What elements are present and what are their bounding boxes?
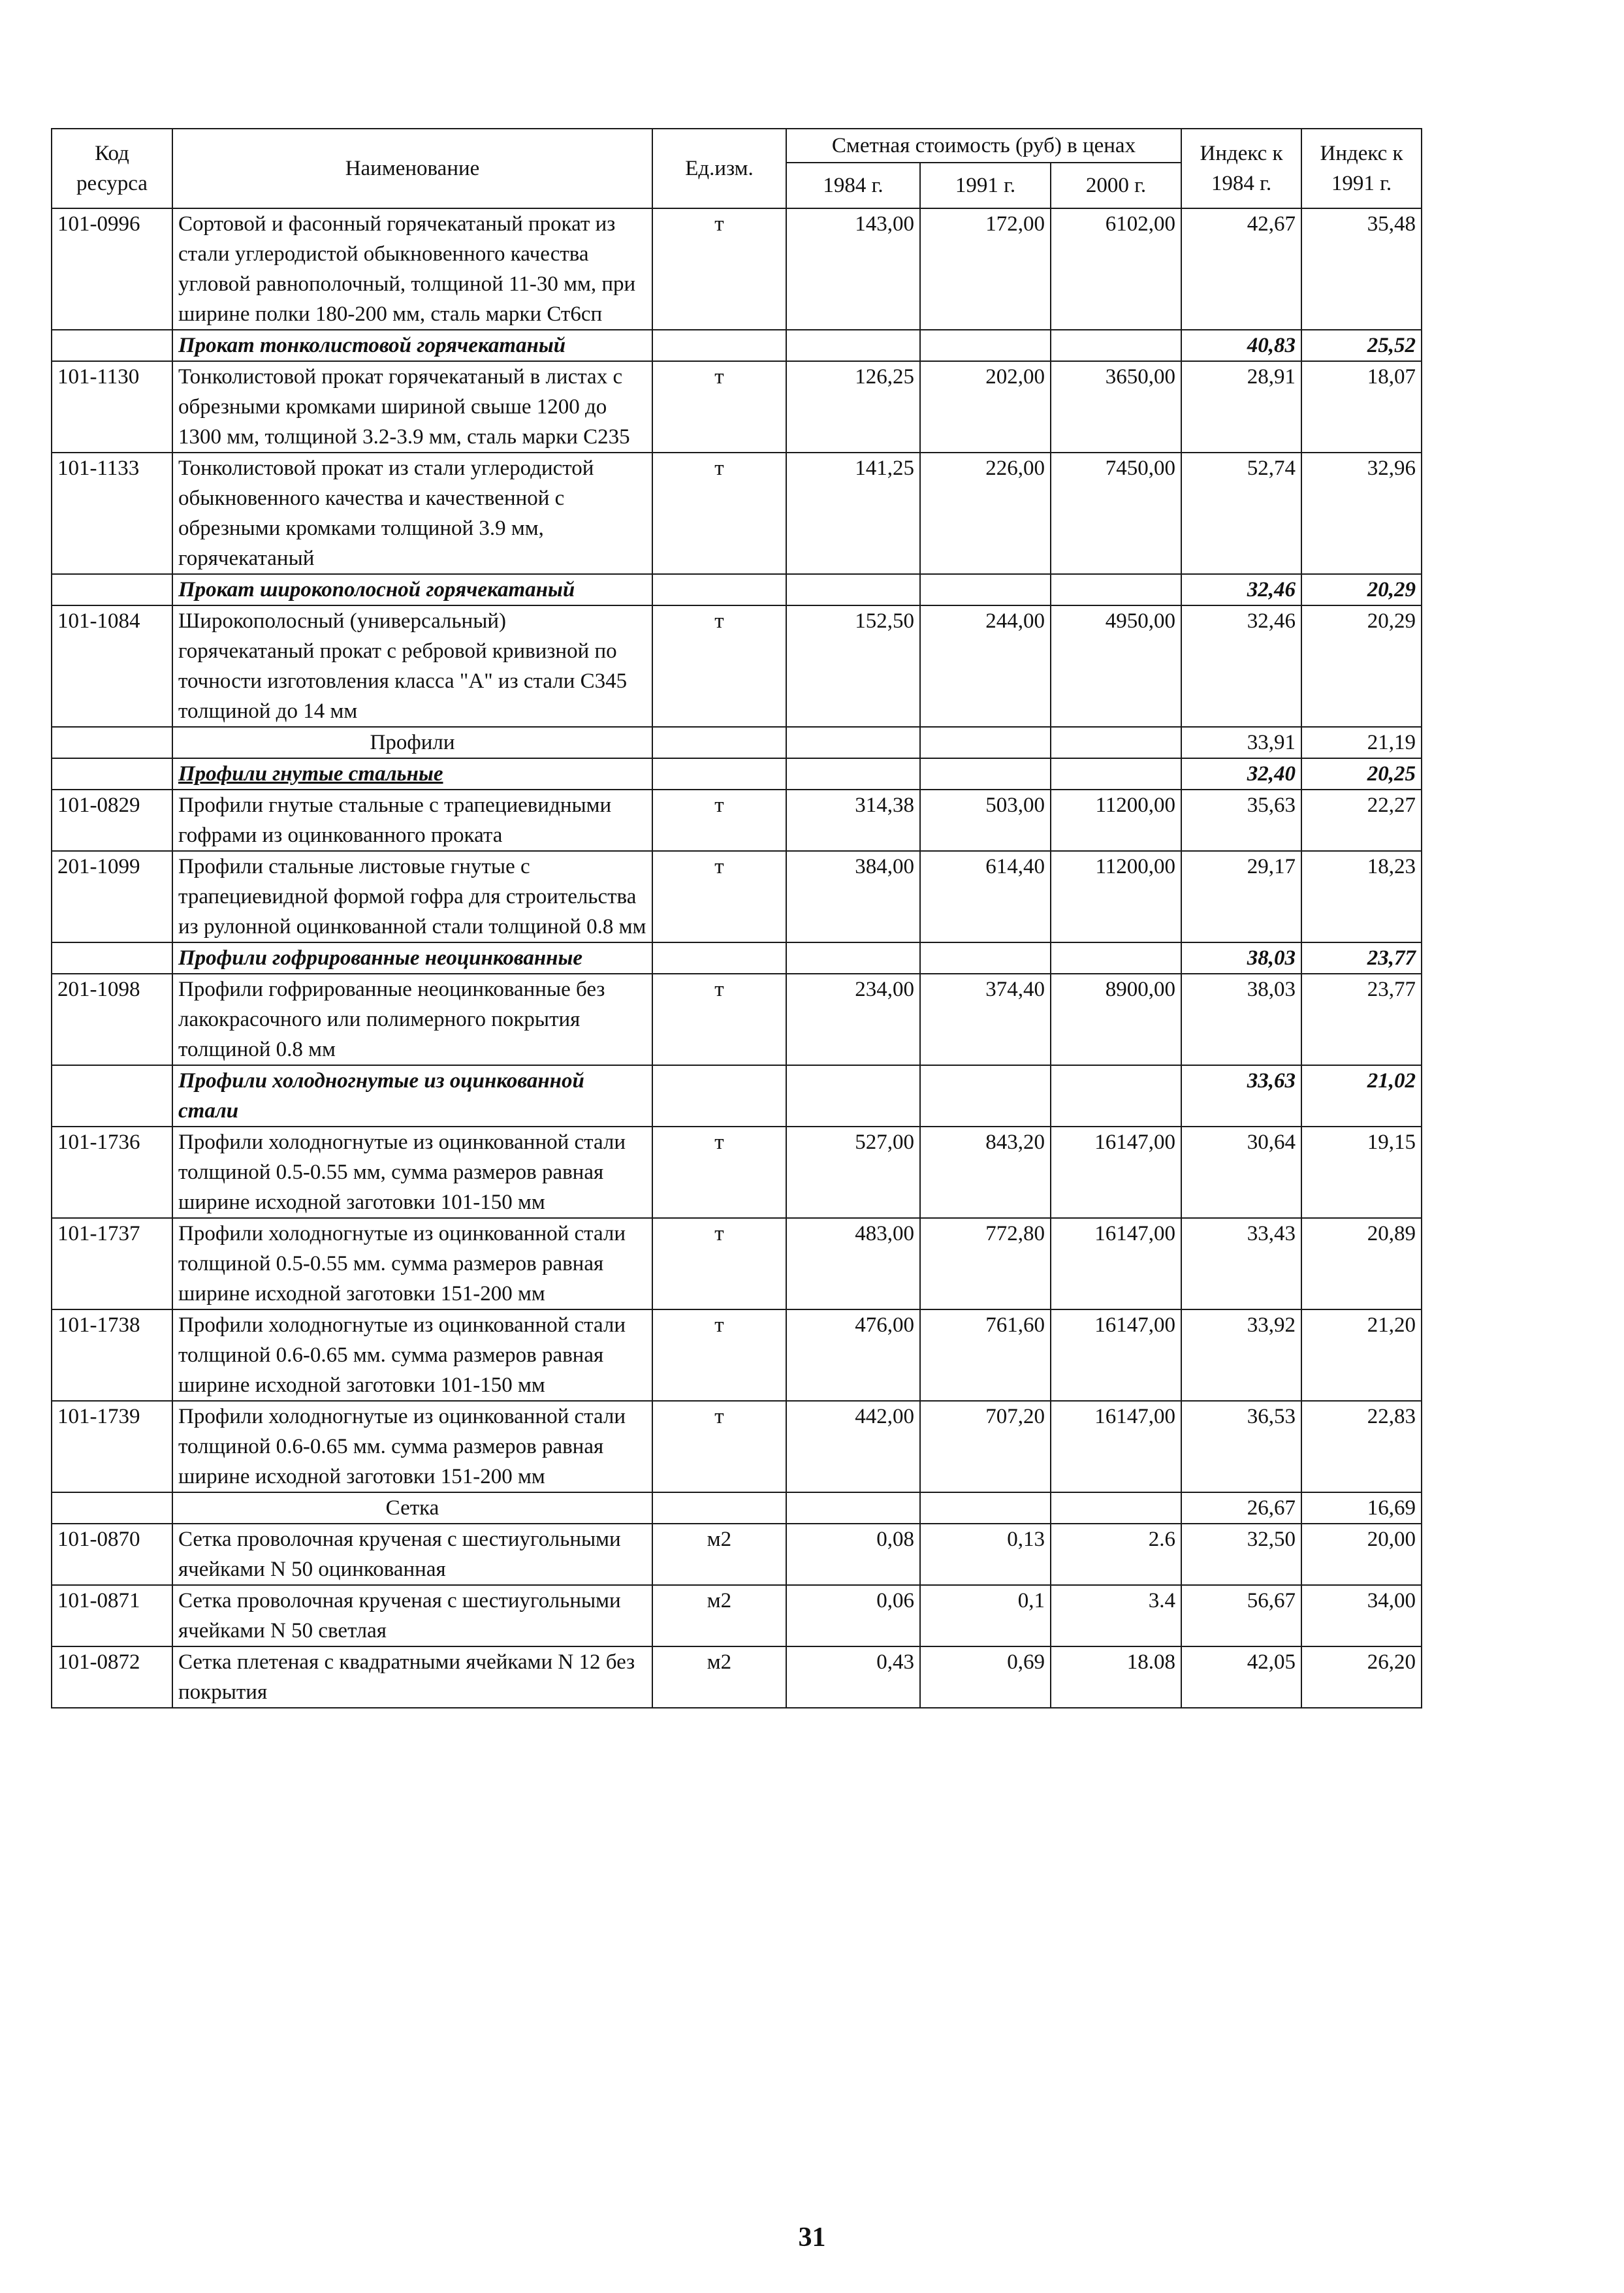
price-2000-cell: 2.6: [1051, 1524, 1181, 1585]
section-index-1991: 16,69: [1301, 1492, 1422, 1524]
price-1991-cell: 761,60: [920, 1309, 1051, 1401]
group-name: Профили гнутые стальные: [172, 758, 652, 790]
section-row: [52, 1492, 1422, 1524]
price-2000-cell: 6102,00: [1051, 208, 1181, 330]
group-index-1991: 21,02: [1301, 1065, 1422, 1127]
index-1984-cell: 29,17: [1181, 851, 1301, 942]
resource-name: Тонколистовой прокат горячекатаный в листах с обрезными кромками шириной свыше 1200 до 1300 мм, толщиной 3.2-3.9 мм, сталь марки С235: [172, 361, 652, 453]
index-1991-cell: 34,00: [1301, 1585, 1422, 1646]
group-name: Профили гофрированные неоцинкованные: [172, 942, 652, 974]
empty-cell: [920, 942, 1051, 974]
index-1991-cell: 20,00: [1301, 1524, 1422, 1585]
unit-cell: м2: [652, 1646, 786, 1708]
empty-cell: [52, 1065, 172, 1127]
empty-cell: [652, 330, 786, 361]
resource-code: 101-0871: [52, 1585, 172, 1646]
empty-cell: [652, 727, 786, 758]
price-2000-cell: 16147,00: [1051, 1309, 1181, 1401]
price-1984-cell: 143,00: [786, 208, 920, 330]
price-2000-cell: 11200,00: [1051, 790, 1181, 851]
table-row: [52, 208, 1422, 330]
section-index-1984: 26,67: [1181, 1492, 1301, 1524]
group-index-1991: 20,25: [1301, 758, 1422, 790]
header-code: Код ресурса: [52, 129, 172, 208]
table-row: [52, 1127, 1422, 1218]
resource-code: 101-0870: [52, 1524, 172, 1585]
price-2000-cell: 11200,00: [1051, 851, 1181, 942]
header-price-1991: 1991 г.: [920, 163, 1051, 208]
price-index-table: [51, 128, 1422, 1708]
group-row: [52, 330, 1422, 361]
group-row: [52, 574, 1422, 605]
index-1984-cell: 30,64: [1181, 1127, 1301, 1218]
index-1991-cell: 26,20: [1301, 1646, 1422, 1708]
table-row: [52, 605, 1422, 727]
empty-cell: [786, 574, 920, 605]
unit-cell: т: [652, 453, 786, 574]
price-2000-cell: 16147,00: [1051, 1127, 1181, 1218]
group-index-1984: 33,63: [1181, 1065, 1301, 1127]
resource-name: Сетка проволочная крученая с шестиугольными ячейками N 50 светлая: [172, 1585, 652, 1646]
empty-cell: [786, 330, 920, 361]
resource-code: 101-1133: [52, 453, 172, 574]
price-1984-cell: 527,00: [786, 1127, 920, 1218]
price-1984-cell: 314,38: [786, 790, 920, 851]
price-1991-cell: 202,00: [920, 361, 1051, 453]
empty-cell: [1051, 942, 1181, 974]
index-1991-cell: 35,48: [1301, 208, 1422, 330]
price-1991-cell: 374,40: [920, 974, 1051, 1065]
group-name: Прокат широкополосной горячекатаный: [172, 574, 652, 605]
price-1984-cell: 476,00: [786, 1309, 920, 1401]
price-1991-cell: 843,20: [920, 1127, 1051, 1218]
index-1991-cell: 22,83: [1301, 1401, 1422, 1492]
resource-code: 101-1130: [52, 361, 172, 453]
table-row: [52, 1646, 1422, 1708]
resource-code: 201-1099: [52, 851, 172, 942]
header-price-2000: 2000 г.: [1051, 163, 1181, 208]
empty-cell: [920, 574, 1051, 605]
price-1991-cell: 172,00: [920, 208, 1051, 330]
group-index-1991: 25,52: [1301, 330, 1422, 361]
resource-name: Сетка плетеная с квадратными ячейками N 12 без покрытия: [172, 1646, 652, 1708]
index-1984-cell: 35,63: [1181, 790, 1301, 851]
resource-name: Тонколистовой прокат из стали углеродистой обыкновенного качества и качественной с обрезными кромками толщиной 3.9 мм, горячекатаный: [172, 453, 652, 574]
price-1984-cell: 442,00: [786, 1401, 920, 1492]
price-2000-cell: 4950,00: [1051, 605, 1181, 727]
price-1984-cell: 0,43: [786, 1646, 920, 1708]
empty-cell: [1051, 727, 1181, 758]
empty-cell: [52, 942, 172, 974]
price-1984-cell: 234,00: [786, 974, 920, 1065]
group-index-1984: 40,83: [1181, 330, 1301, 361]
empty-cell: [786, 1492, 920, 1524]
empty-cell: [786, 727, 920, 758]
unit-cell: т: [652, 1127, 786, 1218]
header-price-1984: 1984 г.: [786, 163, 920, 208]
index-1984-cell: 28,91: [1181, 361, 1301, 453]
group-index-1991: 23,77: [1301, 942, 1422, 974]
table-row: [52, 1585, 1422, 1646]
price-2000-cell: 7450,00: [1051, 453, 1181, 574]
price-2000-cell: 3.4: [1051, 1585, 1181, 1646]
empty-cell: [652, 1492, 786, 1524]
price-1984-cell: 141,25: [786, 453, 920, 574]
unit-cell: т: [652, 1309, 786, 1401]
empty-cell: [786, 1065, 920, 1127]
group-row: [52, 1065, 1422, 1127]
resource-code: 101-1737: [52, 1218, 172, 1309]
header-name: Наименование: [172, 129, 652, 208]
index-1984-cell: 33,92: [1181, 1309, 1301, 1401]
index-1984-cell: 42,67: [1181, 208, 1301, 330]
section-index-1984: 33,91: [1181, 727, 1301, 758]
unit-cell: м2: [652, 1524, 786, 1585]
index-1991-cell: 18,23: [1301, 851, 1422, 942]
resource-code: 101-1084: [52, 605, 172, 727]
table-row: [52, 361, 1422, 453]
index-1984-cell: 38,03: [1181, 974, 1301, 1065]
empty-cell: [52, 574, 172, 605]
index-1991-cell: 23,77: [1301, 974, 1422, 1065]
resource-code: 101-0829: [52, 790, 172, 851]
price-1991-cell: 614,40: [920, 851, 1051, 942]
price-1991-cell: 244,00: [920, 605, 1051, 727]
unit-cell: т: [652, 851, 786, 942]
group-index-1991: 20,29: [1301, 574, 1422, 605]
empty-cell: [52, 758, 172, 790]
price-1984-cell: 0,06: [786, 1585, 920, 1646]
index-1984-cell: 36,53: [1181, 1401, 1301, 1492]
section-index-1991: 21,19: [1301, 727, 1422, 758]
resource-name: Профили гнутые стальные с трапециевидными гофрами из оцинкованного проката: [172, 790, 652, 851]
empty-cell: [920, 330, 1051, 361]
resource-name: Широкополосный (универсальный) горячекатаный прокат с ребровой кривизной по точности изготовления класса "А" из стали С345 толщиной до 14 мм: [172, 605, 652, 727]
unit-cell: т: [652, 790, 786, 851]
resource-name: Профили холодногнутые из оцинкованной стали толщиной 0.6-0.65 мм. сумма размеров равная ширине исходной заготовки 151-200 мм: [172, 1401, 652, 1492]
price-1984-cell: 0,08: [786, 1524, 920, 1585]
price-1991-cell: 707,20: [920, 1401, 1051, 1492]
price-2000-cell: 8900,00: [1051, 974, 1181, 1065]
group-name: Прокат тонколистовой горячекатаный: [172, 330, 652, 361]
resource-code: 101-1738: [52, 1309, 172, 1401]
price-1991-cell: 772,80: [920, 1218, 1051, 1309]
table-row: [52, 1309, 1422, 1401]
group-index-1984: 32,46: [1181, 574, 1301, 605]
table-row: [52, 851, 1422, 942]
section-row: [52, 727, 1422, 758]
empty-cell: [52, 1492, 172, 1524]
price-2000-cell: 3650,00: [1051, 361, 1181, 453]
price-2000-cell: 16147,00: [1051, 1401, 1181, 1492]
index-1984-cell: 56,67: [1181, 1585, 1301, 1646]
table-row: [52, 1524, 1422, 1585]
table-row: [52, 1218, 1422, 1309]
index-1991-cell: 19,15: [1301, 1127, 1422, 1218]
price-1991-cell: 0,1: [920, 1585, 1051, 1646]
empty-cell: [1051, 758, 1181, 790]
index-1991-cell: 20,89: [1301, 1218, 1422, 1309]
index-1984-cell: 32,46: [1181, 605, 1301, 727]
resource-code: 201-1098: [52, 974, 172, 1065]
index-1991-cell: 22,27: [1301, 790, 1422, 851]
header-index-1984: Индекс к 1984 г.: [1181, 129, 1301, 208]
group-index-1984: 32,40: [1181, 758, 1301, 790]
unit-cell: м2: [652, 1585, 786, 1646]
group-index-1984: 38,03: [1181, 942, 1301, 974]
resource-code: 101-1736: [52, 1127, 172, 1218]
price-1991-cell: 226,00: [920, 453, 1051, 574]
resource-name: Профили гофрированные неоцинкованные без лакокрасочного или полимерного покрытия толщиной 0.8 мм: [172, 974, 652, 1065]
price-1991-cell: 0,13: [920, 1524, 1051, 1585]
price-2000-cell: 18.08: [1051, 1646, 1181, 1708]
unit-cell: т: [652, 361, 786, 453]
header-unit: Ед.изм.: [652, 129, 786, 208]
resource-name: Сортовой и фасонный горячекатаный прокат из стали углеродистой обыкновенного качества угловой равнополочный, толщиной 11-30 мм, при ширине полки 180-200 мм, сталь марки Ст6сп: [172, 208, 652, 330]
empty-cell: [920, 758, 1051, 790]
price-1984-cell: 126,25: [786, 361, 920, 453]
empty-cell: [920, 1492, 1051, 1524]
empty-cell: [786, 942, 920, 974]
header-cost-group: Сметная стоимость (руб) в ценах: [786, 129, 1181, 163]
index-1984-cell: 52,74: [1181, 453, 1301, 574]
empty-cell: [1051, 574, 1181, 605]
resource-name: Профили холодногнутые из оцинкованной стали толщиной 0.5-0.55 мм, сумма размеров равная ширине исходной заготовки 101-150 мм: [172, 1127, 652, 1218]
table-row: [52, 974, 1422, 1065]
table-row: [52, 1401, 1422, 1492]
table-body: [52, 208, 1422, 1708]
index-1991-cell: 20,29: [1301, 605, 1422, 727]
index-1991-cell: 21,20: [1301, 1309, 1422, 1401]
section-name: Профили: [172, 727, 652, 758]
empty-cell: [652, 1065, 786, 1127]
resource-code: 101-0996: [52, 208, 172, 330]
unit-cell: т: [652, 208, 786, 330]
group-name: Профили холодногнутые из оцинкованной стали: [172, 1065, 652, 1127]
resource-code: 101-1739: [52, 1401, 172, 1492]
empty-cell: [1051, 330, 1181, 361]
index-1984-cell: 32,50: [1181, 1524, 1301, 1585]
resource-name: Сетка проволочная крученая с шестиугольными ячейками N 50 оцинкованная: [172, 1524, 652, 1585]
resource-code: 101-0872: [52, 1646, 172, 1708]
price-2000-cell: 16147,00: [1051, 1218, 1181, 1309]
table-row: [52, 790, 1422, 851]
unit-cell: т: [652, 605, 786, 727]
index-1991-cell: 32,96: [1301, 453, 1422, 574]
empty-cell: [652, 574, 786, 605]
price-1991-cell: 503,00: [920, 790, 1051, 851]
page-number: 31: [798, 2222, 826, 2253]
empty-cell: [1051, 1065, 1181, 1127]
price-1984-cell: 152,50: [786, 605, 920, 727]
table-row: [52, 453, 1422, 574]
empty-cell: [920, 727, 1051, 758]
index-1991-cell: 18,07: [1301, 361, 1422, 453]
index-1984-cell: 42,05: [1181, 1646, 1301, 1708]
unit-cell: т: [652, 974, 786, 1065]
resource-name: Профили стальные листовые гнутые с трапециевидной формой гофра для строительства из рулонной оцинкованной стали толщиной 0.8 мм: [172, 851, 652, 942]
resource-name: Профили холодногнутые из оцинкованной стали толщиной 0.6-0.65 мм. сумма размеров равная ширине исходной заготовки 101-150 мм: [172, 1309, 652, 1401]
unit-cell: т: [652, 1218, 786, 1309]
empty-cell: [920, 1065, 1051, 1127]
empty-cell: [52, 727, 172, 758]
price-1991-cell: 0,69: [920, 1646, 1051, 1708]
empty-cell: [1051, 1492, 1181, 1524]
index-1984-cell: 33,43: [1181, 1218, 1301, 1309]
group-row: [52, 758, 1422, 790]
header-index-1991: Индекс к 1991 г.: [1301, 129, 1422, 208]
resource-name: Профили холодногнутые из оцинкованной стали толщиной 0.5-0.55 мм. сумма размеров равная ширине исходной заготовки 151-200 мм: [172, 1218, 652, 1309]
empty-cell: [652, 758, 786, 790]
unit-cell: т: [652, 1401, 786, 1492]
section-name: Сетка: [172, 1492, 652, 1524]
empty-cell: [52, 330, 172, 361]
price-1984-cell: 483,00: [786, 1218, 920, 1309]
empty-cell: [652, 942, 786, 974]
price-1984-cell: 384,00: [786, 851, 920, 942]
empty-cell: [786, 758, 920, 790]
group-row: [52, 942, 1422, 974]
